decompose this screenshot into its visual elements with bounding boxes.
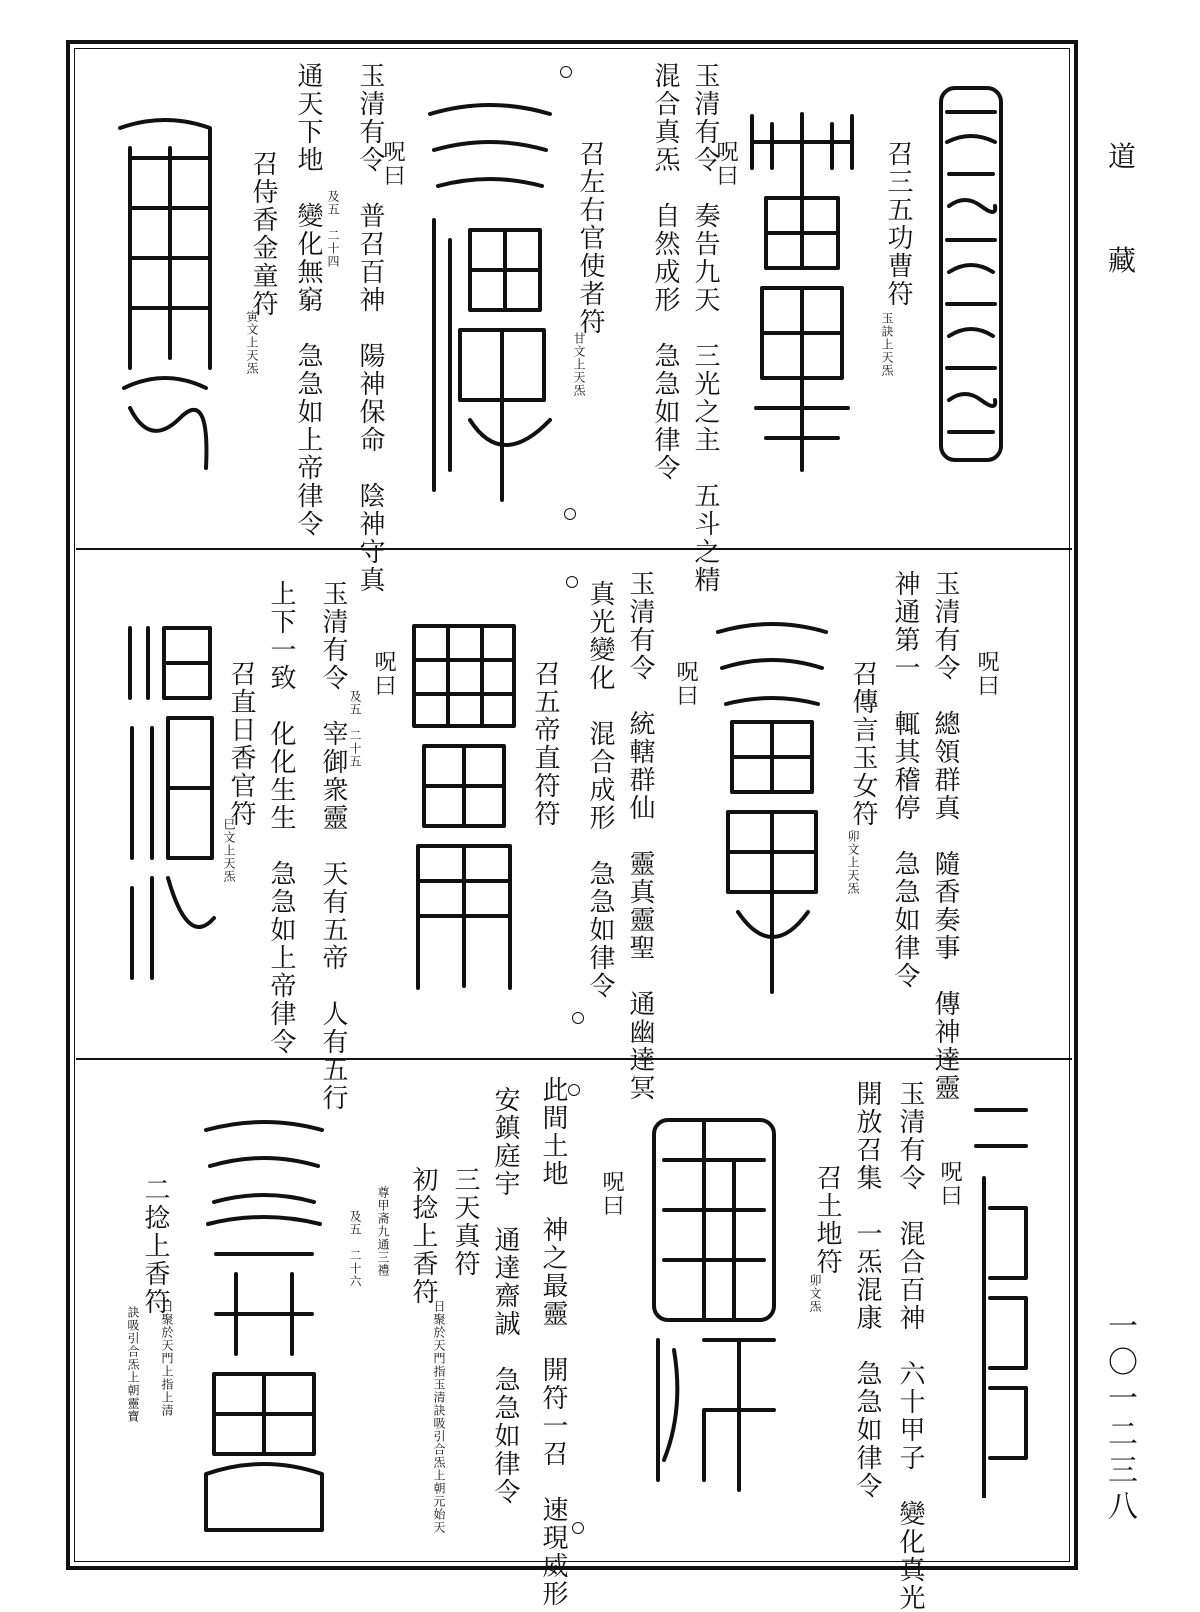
panel3-text-d-note1: 日聚於天門上指上清: [160, 1300, 174, 1417]
page-number-text: 一〇一二三八: [1102, 1310, 1137, 1526]
book-title-char-1: 道: [1107, 140, 1136, 173]
talisman-three-five-merit-officer: [935, 82, 1007, 467]
panel2-spell-b-line1: 玉清有令 統轄群仙 靈真靈聖 通幽達冥: [625, 570, 655, 1102]
talisman-message-jade-maiden: [708, 612, 836, 998]
panel2-spell-b-line2: 真光變化 混合成形 急急如律令: [585, 580, 615, 1000]
panel3-spell-b-line2: 安鎮庭宇 通達齋誠 急急如律令: [490, 1086, 520, 1506]
panel3-spell-a-line1: 玉清有令 混合百神 六十甲子 變化真光: [895, 1080, 925, 1612]
panel3-text-c-note2: 尊甲斋九通三禮: [376, 1186, 390, 1277]
panel3-talisman-a-note: 卯文炁: [808, 1274, 822, 1313]
panel1-spell-a-label: 呪曰: [713, 140, 738, 188]
talisman-panel1-center: [420, 90, 560, 502]
panel2-talisman-b-title: 召五帝直符符: [530, 660, 560, 828]
panel2-spell-a-line1: 玉清有令 總領群真 隨香奏事 傳神達靈: [930, 570, 960, 1102]
panel1-spell-b-note: 及五 二十四: [326, 190, 340, 268]
panel-divider-2: [76, 1058, 1072, 1060]
panel2-talisman-c-title: 召直日香官符: [226, 660, 256, 828]
panel3-talisman-a-title: 召土地符: [812, 1164, 842, 1276]
panel2-spell-b-label: 呪曰: [673, 660, 698, 708]
panel2-spell-a-label: 呪曰: [974, 650, 999, 698]
talisman-daily-incense-official: [118, 618, 218, 988]
panel2-talisman-a-title: 召傳言玉女符: [848, 660, 878, 828]
panel1-spell-a-line1: 玉清有令 奏告九天 三光之主 五斗之精: [690, 62, 720, 594]
panel1-spell-b-line1: 玉清有令 普召百神 陽神保命 陰神守真: [355, 62, 385, 594]
book-title-char-2: 藏: [1107, 244, 1136, 277]
talisman-five-emperors-duty: [404, 616, 524, 996]
panel3-spell-b-label: 呪曰: [599, 1170, 624, 1218]
talisman-a-note: 玉訣上天炁: [880, 312, 894, 377]
circle-mark: [560, 66, 572, 78]
book-title: [1102, 140, 1142, 348]
panel3-text-c-line1: 初捻上香符: [408, 1166, 438, 1306]
panel2-spell-c-line1: 玉清有令 宰御衆靈 天有五帝 人有五行: [318, 580, 348, 1112]
talisman-c-note: 寅文上天炁: [245, 310, 259, 375]
talisman-left-right-officials: [742, 108, 862, 478]
talisman-panel3-right: [970, 1098, 1032, 1498]
panel3-text-d-line1: 二捻上香符: [140, 1176, 170, 1316]
panel1-spell-b-line2: 通天下地 變化無窮 急急如上帝律令: [293, 62, 323, 538]
talisman-incense-attendant-boy: [110, 108, 220, 478]
circle-mark: [568, 1084, 580, 1096]
panel2-spell-c-note: 及五 二十五: [348, 690, 362, 768]
panel1-spell-b-label: 呪曰: [380, 140, 405, 188]
talisman-a-title: 召三五功曹符: [883, 140, 913, 308]
panel2-spell-c-label: 呪曰: [371, 650, 396, 698]
talisman-b-note: 甘文上天炁: [572, 332, 586, 397]
circle-mark: [572, 1522, 584, 1534]
panel-divider-1: [76, 548, 1072, 550]
panel3-text-d-note2: 訣吸引合炁上朝靈寶: [126, 1306, 140, 1423]
panel3-text-c-note3: 及五 二十六: [348, 1210, 362, 1288]
panel3-spell-a-line2: 開放召集 一炁混康 急急如律令: [852, 1080, 882, 1500]
talisman-panel3-left: [196, 1114, 332, 1538]
panel2-spell-c-line2: 上下一致 化化生生 急急如上帝律令: [266, 580, 296, 1056]
circle-mark: [572, 1012, 584, 1024]
panel3-spell-b-line1: 此間土地 神之最靈 開符一召 速現威形: [538, 1076, 568, 1608]
panel2-talisman-c-note: 巳文上天炁: [222, 818, 236, 883]
panel3-talisman-b-title: 三天真符: [450, 1166, 480, 1278]
talisman-c-title: 召侍香金童符: [248, 150, 278, 318]
circle-mark: [566, 576, 578, 588]
panel3-spell-a-label: 呪曰: [937, 1160, 962, 1208]
panel2-talisman-a-note: 卯文上天炁: [846, 830, 860, 895]
circle-mark: [564, 508, 576, 520]
page-number: [1104, 1310, 1144, 1526]
talisman-earth-god: [644, 1110, 784, 1494]
panel1-spell-a-line2: 混合真炁 自然成形 急急如律令: [650, 62, 680, 482]
panel2-spell-a-line2: 神通第一 輒其稽停 急急如律令: [890, 570, 920, 990]
panel3-text-c-note1: 日聚於天門指玉清訣吸引合炁上朝元始天: [432, 1300, 446, 1534]
talisman-b-title: 召左右官使者符: [575, 140, 605, 336]
